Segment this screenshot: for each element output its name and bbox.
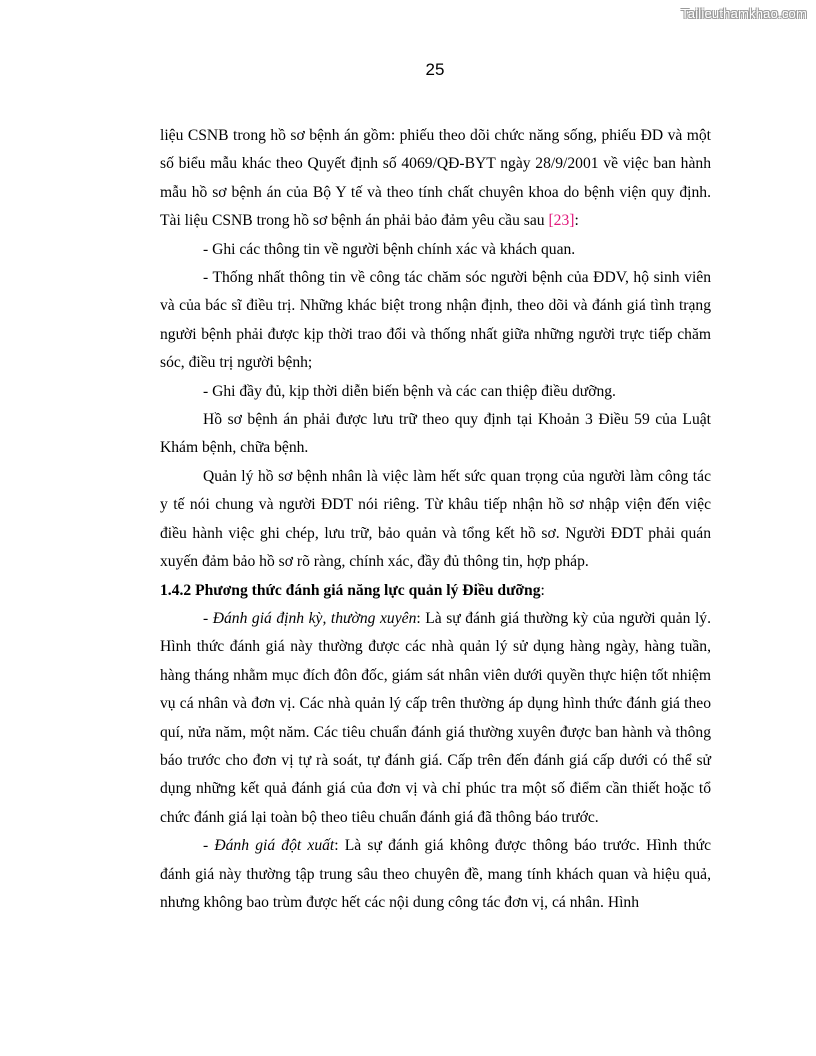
section-heading [160,577,711,605]
paragraph-1-end: : [574,212,579,230]
paragraph-2: - Ghi các thông tin về người bệnh chính xác và khách quan. [203,240,576,258]
paragraph-5: Hồ sơ bệnh án phải được lưu trữ theo quy định tại Khoản 3 Điều 59 của Luật Khám bệnh, chữa bệnh. [160,411,711,457]
section-heading-colon: : [540,581,545,599]
paragraph-6: Quản lý hồ sơ bệnh nhân là việc làm hết sức quan trọng của người làm công tác y tế nói chung và người ĐDT nói riêng. Từ khâu tiếp nhận hồ sơ nhập viện đến việc điều hành việc ghi chép, lưu trữ, bảo quản và tổng kết hồ sơ. Người ĐDT phải quán xuyến đảm bảo hồ sơ rõ ràng, chính xác, đầy đủ thông tin, hợp pháp. [160,467,711,571]
paragraph-8-text: : Là sự đánh giá không được thông báo trước. Hình thức đánh giá này thường tập trung sâu theo chuyên đề, mang tính khách quan và hiệu quả, nhưng không bao trùm được hết các nội dung công tác đơn vị, cá nhân. Hình [160,837,711,911]
paragraph-7-text: : Là sự đánh giá thường kỳ của người quản lý. Hình thức đánh giá này thường được các nhà quản lý sử dụng hàng ngày, hàng tuần, hàng tháng nhằm mục đích đôn đốc, giám sát nhân viên dưới quyền thực hiện tốt nhiệm vụ cá nhân và đơn vị. Các nhà quản lý cấp trên thường áp dụng hình thức đánh giá theo quí, nửa năm, một năm. Các tiêu chuẩn đánh giá thường xuyên được ban hành và thông báo trước cho đơn vị tự rà soát, tự đánh giá. Cấp trên đến đánh giá cấp dưới có thể sử dụng những kết quả đánh giá của đơn vị và chỉ phúc tra một số điểm cần thiết hoặc tổ chức đánh giá lại toàn bộ theo tiêu chuẩn đánh giá đã thông báo trước. [160,609,712,826]
paragraph-8-prefix: - [203,837,215,855]
paragraph-1 [160,122,711,236]
paragraph-8 [160,832,711,917]
paragraph-7 [160,605,711,832]
paragraph-7-term: Đánh giá định kỳ, thường xuyên [212,609,417,627]
document-body [160,122,711,917]
paragraph-4: - Ghi đầy đủ, kịp thời diễn biến bệnh và các can thiệp điều dưỡng. [203,382,616,400]
paragraph-1-text: liệu CSNB trong hồ sơ bệnh án gồm: phiếu theo dõi chức năng sống, phiếu ĐD và một số biểu mẫu khác theo Quyết định số 4069/QĐ-BYT ngày 28/9/2001 về việc ban hành mẫu hồ sơ bệnh án của Bộ Y tế và theo tính chất chuyên khoa do bệnh viện quy định. Tài liệu CSNB trong hồ sơ bệnh án phải bảo đảm yêu cầu sau [160,127,711,230]
paragraph-8-term: Đánh giá đột xuất [214,837,335,855]
citation-link[interactable]: [23] [548,212,575,230]
page-number: 25 [425,60,445,79]
paragraph-7-prefix: - [203,609,213,627]
paragraph-3: - Thống nhất thông tin về công tác chăm sóc người bệnh của ĐDV, hộ sinh viên và của bác sĩ điều trị. Những khác biệt trong nhận định, theo dõi và đánh giá tình trạng người bệnh phải được kịp thời trao đổi và thống nhất giữa những người trực tiếp chăm sóc, điều trị người bệnh; [160,269,711,372]
watermark: Tailieuthamkhao.com [681,6,807,21]
section-heading-text: 1.4.2 Phương thức đánh giá năng lực quản lý Điều dưỡng [160,581,541,599]
